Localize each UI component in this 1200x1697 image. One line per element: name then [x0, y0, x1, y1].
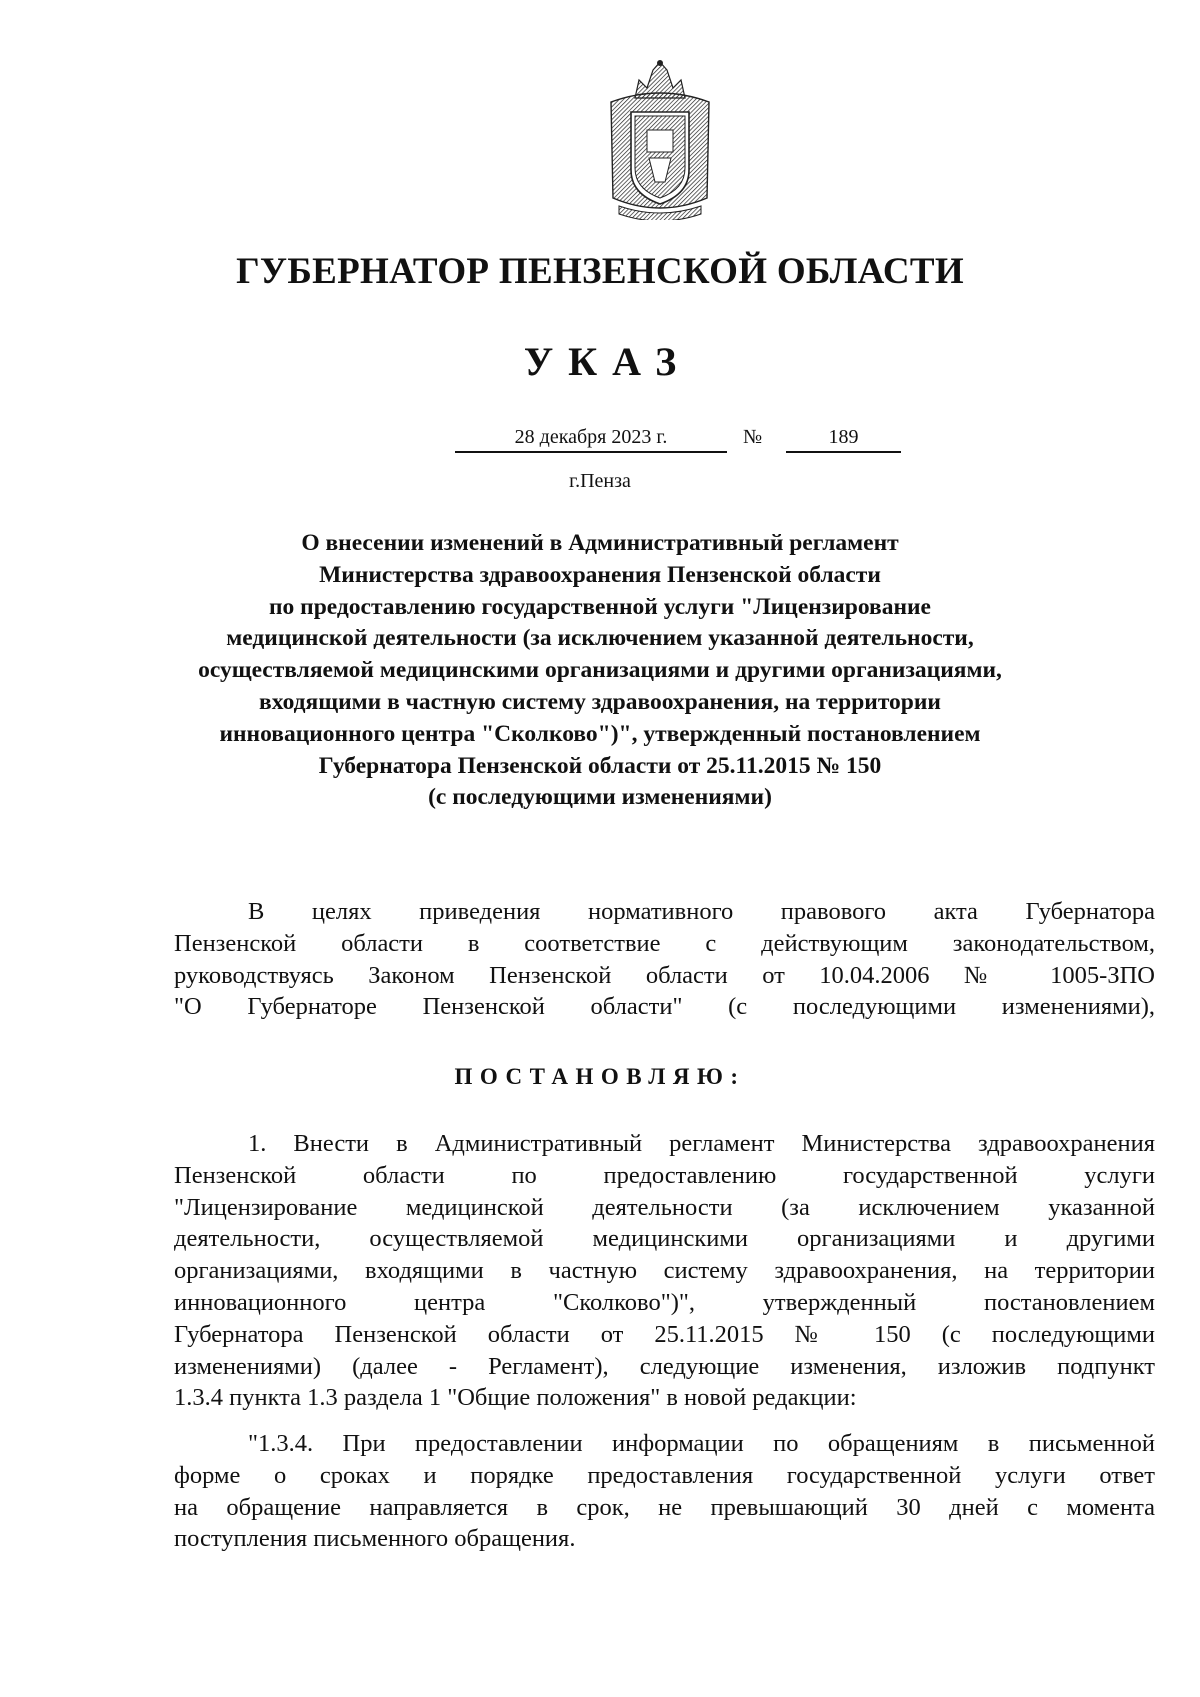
coat-of-arms-emblem: [605, 58, 715, 220]
org-title: ГУБЕРНАТОР ПЕНЗЕНСКОЙ ОБЛАСТИ: [236, 251, 964, 292]
clause-1-line: 1. Внести в Административный регламент Министерства здравоохранения: [248, 1130, 1155, 1157]
preamble-paragraph: [174, 896, 1155, 1023]
clause-1-line: Губернатора Пензенской области от 25.11.2015 № 150 (с последующими: [174, 1320, 1155, 1348]
heading-line: Министерства здравоохранения Пензенской области: [319, 561, 881, 588]
heading-line: Губернатора Пензенской области от 25.11.2015 № 150: [318, 752, 882, 779]
heading-line: по предоставлению государственной услуги "Лицензирование: [269, 593, 931, 620]
clause-1-line: Пензенской области по предоставлению государственной услуги: [174, 1161, 1155, 1189]
date-number-row: [0, 424, 1200, 454]
clause-1-line: изменениями) (далее - Регламент), следующие изменения, изложив подпункт: [174, 1352, 1155, 1380]
clause-1-3-4-line: форме о сроках и порядке предоставления государственной услуги ответ: [174, 1461, 1155, 1489]
document-type-title: УКАЗ: [523, 339, 692, 384]
clause-1-line: "Лицензирование медицинской деятельности (за исключением указанной: [174, 1193, 1155, 1221]
preamble-line: руководствуясь Законом Пензенской области от 10.04.2006 № 1005-ЗПО: [174, 961, 1155, 989]
heading-line: (с последующими изменениями): [428, 784, 772, 811]
preamble-line: "О Губернаторе Пензенской области" (с последующими изменениями),: [174, 993, 1155, 1021]
city-name: г.Пенза: [569, 470, 631, 492]
preamble-line: Пензенской области в соответствие с действующим законодательством,: [174, 929, 1155, 957]
clause-1-line: 1.3.4 пункта 1.3 раздела 1 "Общие положения" в новой редакции:: [174, 1384, 857, 1412]
decree-word: ПОСТАНОВЛЯЮ:: [454, 1064, 746, 1089]
preamble-line: В целях приведения нормативного правового акта Губернатора: [248, 898, 1155, 925]
clause-1-3-4-paragraph: [174, 1428, 1155, 1555]
clause-1-line: деятельности, осуществляемой медицинскими организациями и другими: [174, 1225, 1155, 1253]
heading-line: осуществляемой медицинскими организациями и другими организациями,: [198, 657, 1002, 684]
clause-1-paragraph: [174, 1128, 1155, 1414]
document-heading: [150, 528, 1050, 814]
clause-1-3-4-line: поступления письменного обращения.: [174, 1525, 576, 1553]
heading-line: О внесении изменений в Административный регламент: [301, 530, 899, 556]
document-date: 28 декабря 2023 г.: [455, 424, 727, 453]
heading-line: инновационного центра "Сколково")", утвержденный постановлением: [219, 720, 981, 747]
heading-line: входящими в частную систему здравоохранения, на территории: [259, 688, 941, 715]
clause-1-3-4-line: на обращение направляется в срок, не превышающий 30 дней с момента: [174, 1493, 1155, 1521]
clause-1-line: инновационного центра "Сколково")", утвержденный постановлением: [174, 1288, 1155, 1316]
clause-1-line: организациями, входящими в частную систему здравоохранения, на территории: [174, 1257, 1155, 1285]
number-sign: №: [743, 426, 763, 448]
clause-1-3-4-line: "1.3.4. При предоставлении информации по обращениям в письменной: [248, 1430, 1155, 1457]
heading-line: медицинской деятельности (за исключением указанной деятельности,: [226, 625, 974, 652]
document-number: 189: [786, 424, 901, 453]
